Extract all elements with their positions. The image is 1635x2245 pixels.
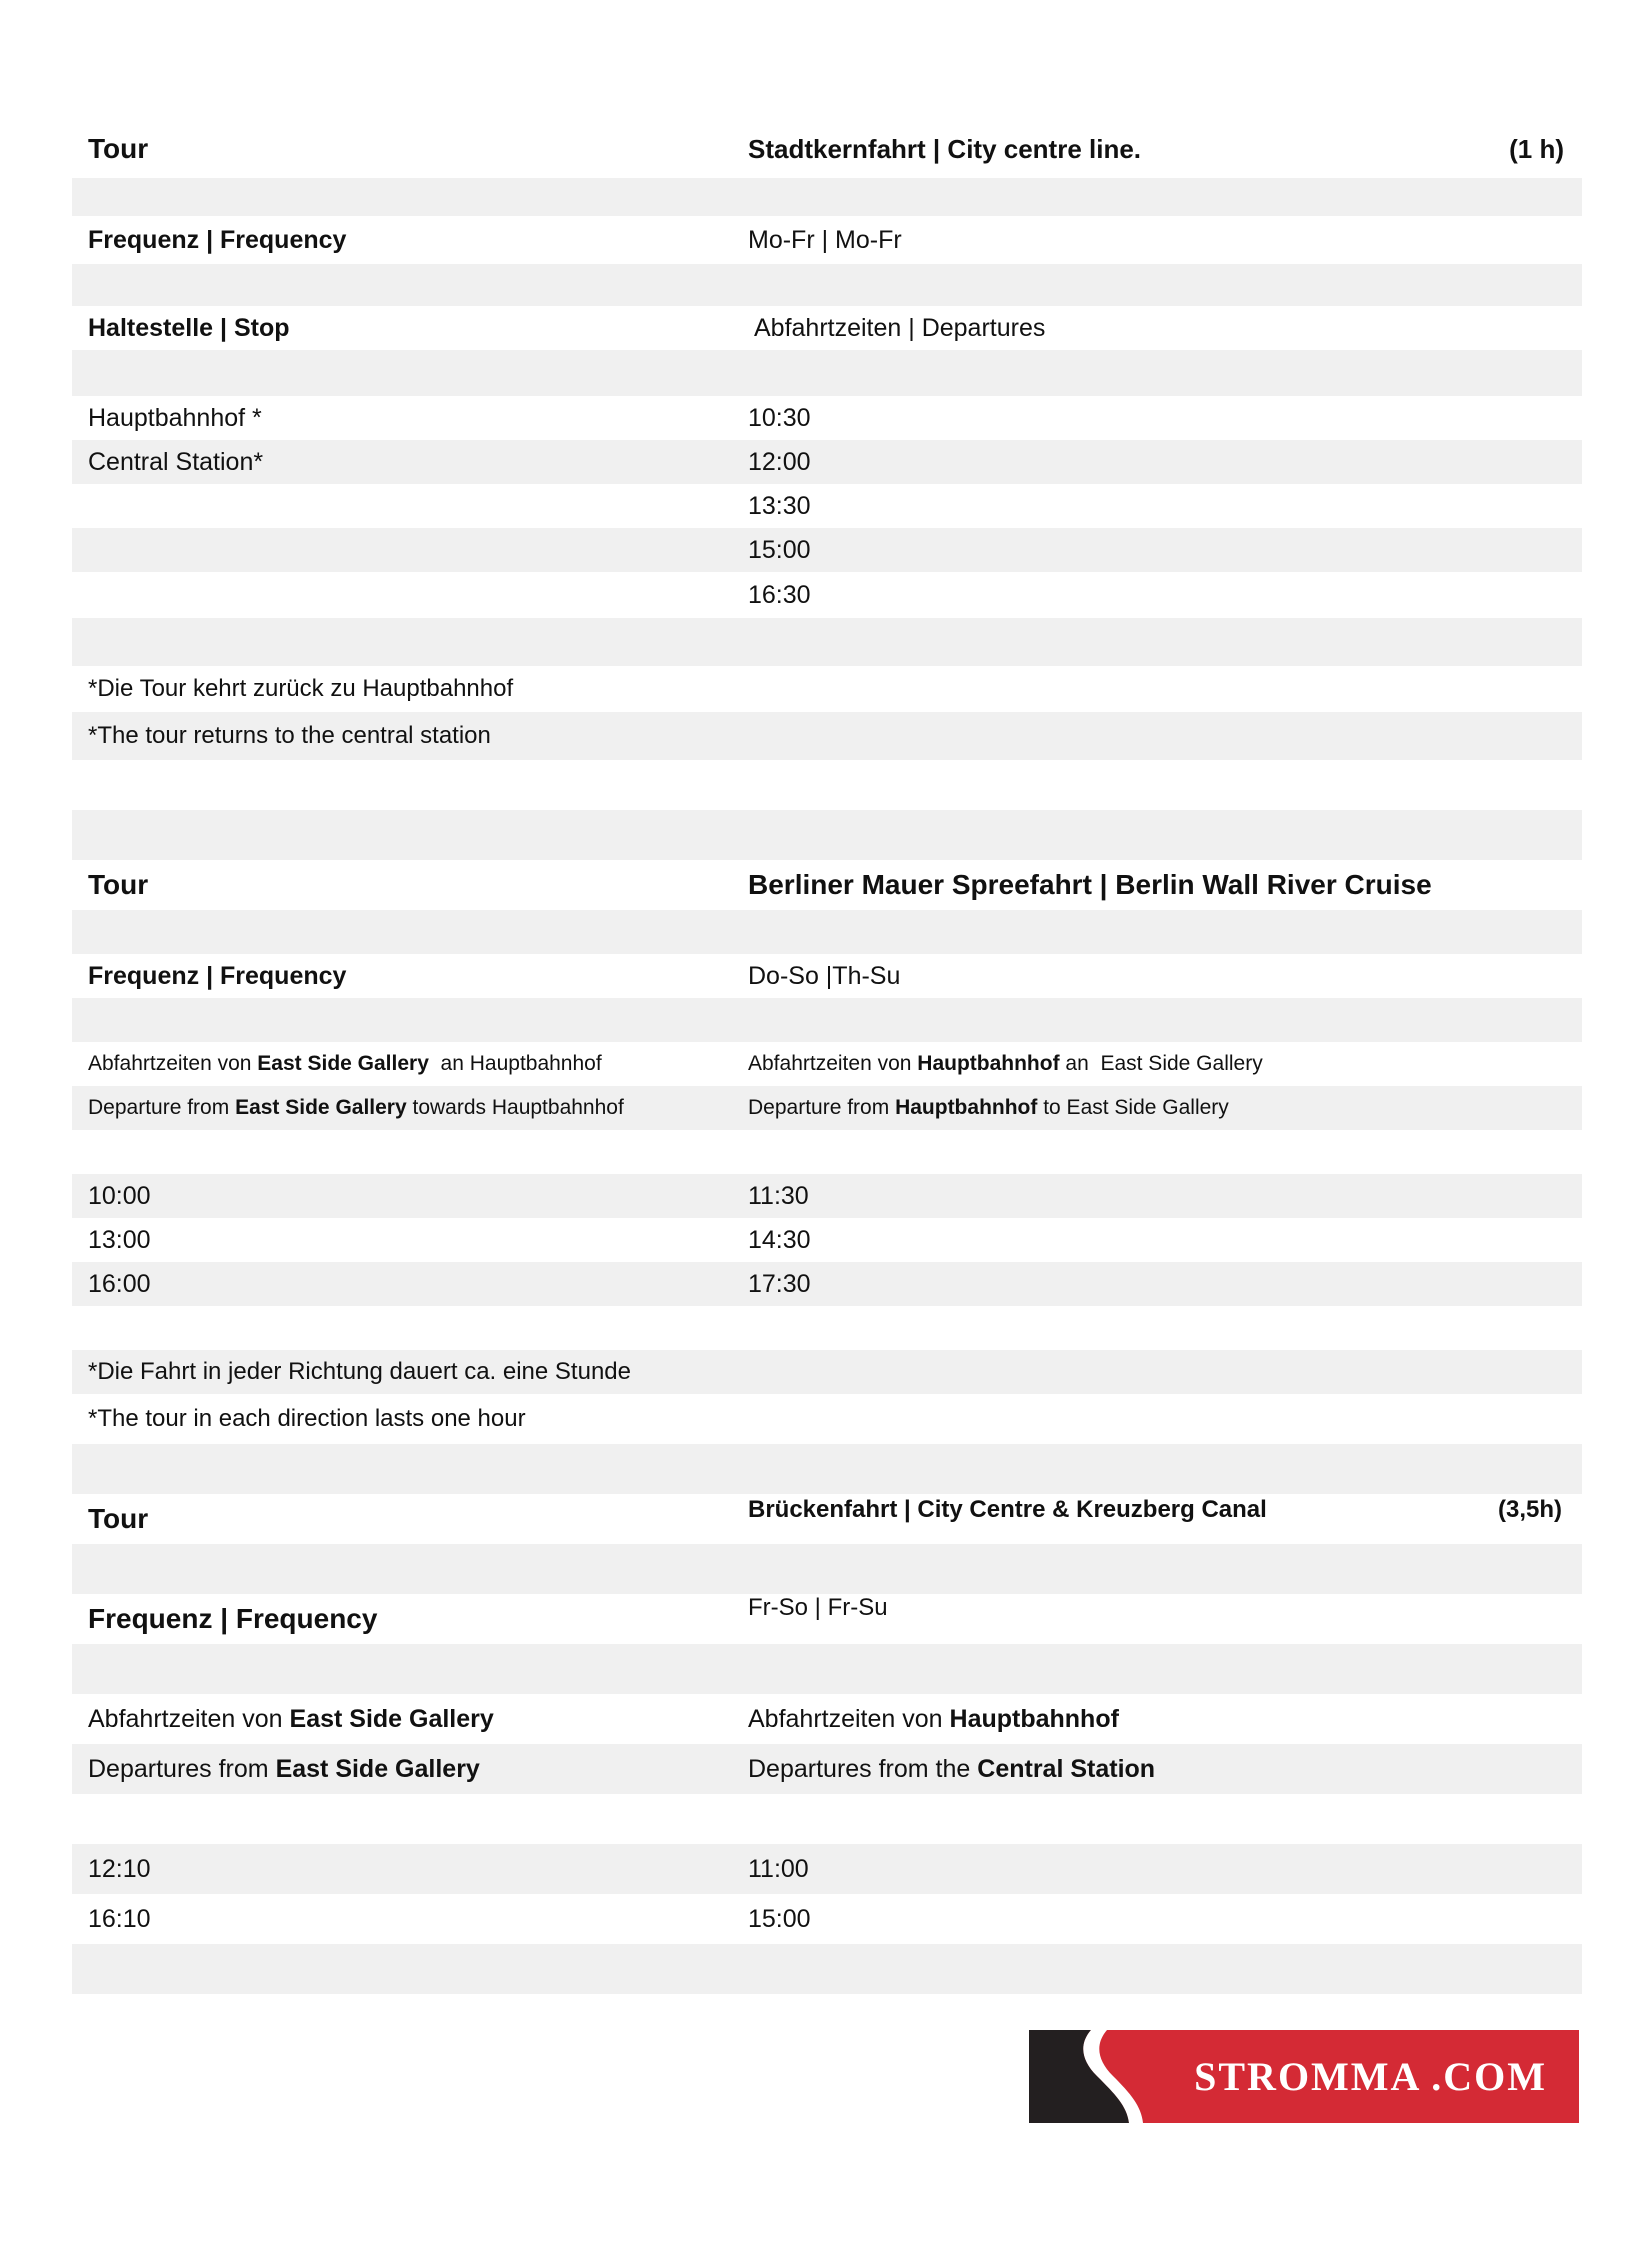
tour1-stop-label: Haltestelle | Stop — [88, 313, 290, 342]
tour3-time-row — [72, 1894, 1582, 1944]
tour3-time-right: 15:00 — [748, 1904, 811, 1933]
tour3-header-en-row — [72, 1744, 1582, 1794]
tour2-tour-label: Tour — [88, 869, 149, 900]
tour2-time-row — [72, 1218, 1582, 1262]
tour1-frequency-value: Mo-Fr | Mo-Fr — [748, 225, 902, 254]
tour1-stop-name: Hauptbahnhof * — [88, 403, 262, 432]
tour1-time-row — [72, 572, 1582, 618]
tour1-name: Stadtkernfahrt | City centre line. — [748, 133, 1142, 164]
tour1-frequency-row — [72, 216, 1582, 264]
spacer — [72, 910, 1582, 954]
tour2-note-en: *The tour in each direction lasts one hour — [88, 1405, 526, 1432]
tour1-frequency-label: Frequenz | Frequency — [88, 225, 347, 254]
tour3-right-header-de: Abfahrtzeiten von Hauptbahnhof — [748, 1704, 1119, 1733]
tour2-frequency-value: Do-So |Th-Su — [748, 961, 901, 990]
spacer — [72, 1544, 1582, 1594]
tour1-time: 16:30 — [748, 580, 811, 609]
tour1-time: 10:30 — [748, 403, 811, 432]
tour1-note-en-row — [72, 712, 1582, 760]
spacer — [72, 178, 1582, 216]
tour2-time-row — [72, 1174, 1582, 1218]
tour2-time-right: 11:30 — [748, 1181, 809, 1210]
tour1-time: 12:00 — [748, 447, 811, 476]
tour1-title-row — [72, 120, 1582, 178]
tour3-time-left: 12:10 — [88, 1854, 151, 1883]
tour3-time-left: 16:10 — [88, 1904, 151, 1933]
tour2-time-row — [72, 1262, 1582, 1306]
tour3-left-header-de: Abfahrtzeiten von East Side Gallery — [88, 1704, 494, 1733]
tour2-title-row — [72, 860, 1582, 910]
tour3-time-row — [72, 1844, 1582, 1894]
stromma-wave-icon — [1029, 2030, 1189, 2123]
tour3-name: Brückenfahrt | City Centre & Kreuzberg Canal — [748, 1496, 1267, 1523]
tour2-name: Berliner Mauer Spreefahrt | Berlin Wall River Cruise — [748, 869, 1432, 900]
tour2-time-left: 13:00 — [88, 1225, 151, 1254]
stromma-logo[interactable] — [1029, 2030, 1579, 2123]
tour2-time-left: 16:00 — [88, 1269, 151, 1298]
tour1-time: 13:30 — [748, 491, 811, 520]
tour2-header-de-row — [72, 1042, 1582, 1086]
tour2-right-header-de: Abfahrtzeiten von Hauptbahnhof an East Side Gallery — [748, 1052, 1263, 1075]
tour2-frequency-label: Frequenz | Frequency — [88, 961, 347, 990]
tour3-header-de-row — [72, 1694, 1582, 1744]
tour2-right-header-en: Departure from Hauptbahnhof to East Side Gallery — [748, 1096, 1229, 1119]
tour2-time-right: 17:30 — [748, 1269, 811, 1298]
tour1-note-de: *Die Tour kehrt zurück zu Hauptbahnhof — [88, 675, 514, 702]
logo-text: STROMMA .COM — [1194, 2054, 1547, 2099]
tour2-left-header-en: Departure from East Side Gallery towards Hauptbahnhof — [88, 1096, 624, 1119]
spacer — [72, 1944, 1582, 1994]
tour2-note-de: *Die Fahrt in jeder Richtung dauert ca. eine Stunde — [88, 1358, 631, 1385]
tour1-time-row — [72, 396, 1582, 440]
tour2-time-right: 14:30 — [748, 1225, 811, 1254]
tour3-time-right: 11:00 — [748, 1854, 809, 1883]
tour1-departures-label: Abfahrtzeiten | Departures — [754, 313, 1046, 342]
spacer — [72, 618, 1582, 666]
tour2-header-en-row — [72, 1086, 1582, 1130]
tour1-note-de-row — [72, 666, 1582, 712]
tour3-title-row — [72, 1494, 1582, 1544]
tour2-note-de-row — [72, 1350, 1582, 1394]
spacer — [72, 998, 1582, 1042]
spacer — [72, 1644, 1582, 1694]
tour3-tour-label: Tour — [88, 1503, 149, 1534]
tour2-time-left: 10:00 — [88, 1181, 151, 1210]
spacer — [72, 1444, 1582, 1494]
tour1-tour-label: Tour — [88, 133, 149, 164]
tour3-frequency-value: Fr-So | Fr-Su — [748, 1594, 888, 1621]
tour2-left-header-de: Abfahrtzeiten von East Side Gallery an Hauptbahnhof — [88, 1052, 602, 1075]
tour3-frequency-row — [72, 1594, 1582, 1644]
tour3-duration: (3,5h) — [1497, 1496, 1562, 1523]
tour1-time-row — [72, 484, 1582, 528]
tour1-duration: (1 h) — [1509, 133, 1564, 164]
spacer — [72, 350, 1582, 396]
tour1-stop-header-row — [72, 306, 1582, 350]
tour3-left-header-en: Departures from East Side Gallery — [88, 1754, 480, 1783]
tour1-time: 15:00 — [748, 535, 811, 564]
tour2-frequency-row — [72, 954, 1582, 998]
tour1-time-row — [72, 528, 1582, 572]
spacer — [72, 264, 1582, 306]
tour1-stop-name: Central Station* — [88, 447, 264, 476]
tour1-note-en: *The tour returns to the central station — [88, 722, 491, 749]
tour3-frequency-label: Frequenz | Frequency — [88, 1603, 378, 1634]
tour1-time-row — [72, 440, 1582, 484]
tour3-right-header-en: Departures from the Central Station — [748, 1754, 1156, 1783]
spacer — [72, 810, 1582, 860]
tour2-note-en-row — [72, 1394, 1582, 1444]
